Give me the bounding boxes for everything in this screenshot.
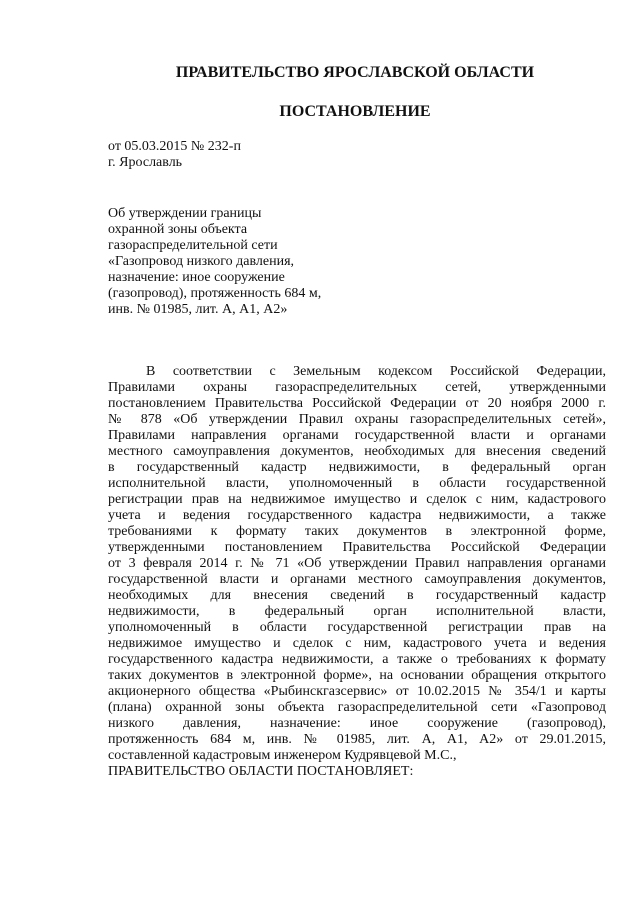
body-line: от 3 февраля 2014 г. № 71 «Об утверждении Правил направления органами [108,556,606,571]
resolution-line: ПРАВИТЕЛЬСТВО ОБЛАСТИ ПОСТАНОВЛЯЕТ: [108,764,414,779]
document-body [108,364,606,780]
body-line: регистрации прав на недвижимое имущество и сделок с ним, кадастрового [108,492,606,507]
body-line: государственного кадастра недвижимости, а также о требованиях к формату [108,652,606,667]
subject-line: инв. № 01985, лит. А, А1, А2» [108,302,288,317]
body-line: недвижимое имущество и сделок с ним, кадастрового учета и ведения [108,636,606,651]
body-line: учета и ведения государственного кадастра недвижимости, а также [108,508,606,523]
body-line: протяженность 684 м, инв. № 01985, лит. А, А1, А2» от 29.01.2015, [108,732,606,747]
subject-line: назначение: иное сооружение [108,270,285,285]
body-line: необходимых для внесения сведений в государственный кадастр [108,588,606,603]
subject-line: «Газопровод низкого давления, [108,254,295,269]
body-line: постановлением Правительства Российской Федерации от 20 ноября 2000 г. [108,396,606,411]
body-line: в государственный кадастр недвижимости, в федеральный орган [108,460,606,475]
city: г. Ярославль [108,155,183,170]
document-type: ПОСТАНОВЛЕНИЕ [279,103,431,120]
body-line: местного самоуправления документов, необходимых для внесения сведений [108,444,606,459]
body-line: таких документов в электронной форме», на основании обращения открытого [108,668,606,683]
body-line: государственной власти и органами местного самоуправления документов, [108,572,606,587]
body-line: (плана) охранной зоны объекта газораспределительной сети «Газопровод [108,700,606,715]
date-number: от 05.03.2015 № 232-п [108,139,241,154]
body-line: В соответствии с Земельным кодексом Российской Федерации, [146,364,606,379]
subject-line: газораспределительной сети [108,238,278,253]
body-line: Правилами охраны газораспределительных сетей, утвержденными [108,380,606,395]
body-line: Правилами направления органами государственной власти и органами [108,428,606,443]
body-line: недвижимости, в федеральный орган исполнительной власти, [108,604,606,619]
document-subject [108,206,321,318]
body-line: уполномоченный в области государственной регистрации прав на [108,620,606,635]
body-line: требованиями к формату таких документов в электронной форме, [108,524,606,539]
subject-line: (газопровод), протяженность 684 м, [108,286,322,301]
body-line: акционерного общества «Рыбинскгазсервис» от 10.02.2015 № 354/1 и карты [108,684,606,699]
body-line: № 878 «Об утверждении Правил охраны газораспределительных сетей», [108,412,606,427]
subject-line: Об утверждении границы [108,206,262,221]
subject-line: охранной зоны объекта [108,222,248,237]
body-line: исполнительной власти, уполномоченный в области государственной [108,476,606,491]
government-title: ПРАВИТЕЛЬСТВО ЯРОСЛАВСКОЙ ОБЛАСТИ [175,64,535,81]
body-line: утвержденными постановлением Правительства Российской Федерации [108,540,606,555]
body-line: низкого давления, назначение: иное сооружение (газопровод), [108,716,606,731]
body-line: составленной кадастровым инженером Кудрявцевой М.С., [108,748,457,763]
document-meta [108,139,241,171]
